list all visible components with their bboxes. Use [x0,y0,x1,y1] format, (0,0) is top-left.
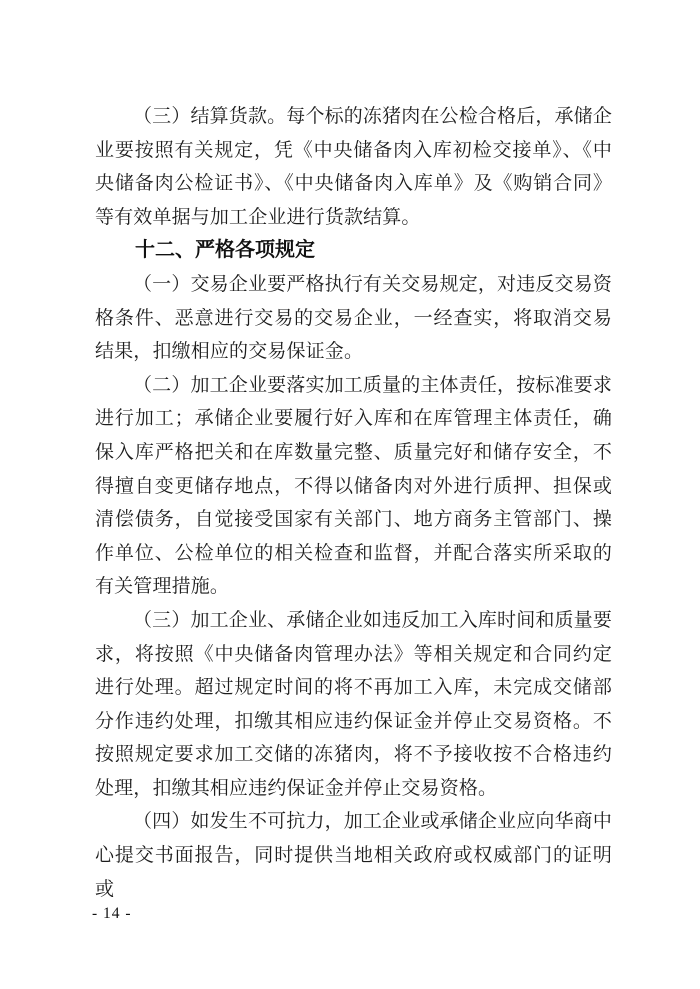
page-number: - 14 - [92,905,132,922]
paragraph-rule-3: （三）加工企业、承储企业如违反加工入库时间和质量要求，将按照《中央储备肉管理办法》等相关规定和合同约定进行处理。超过规定时间的将不再加工入库，未完成交储部分作违约处理，扣缴其相应违约保证金并停止交易资格。不按照规定要求加工交储的冻猪肉，将不予接收按不合格违约处理，扣缴其相应违约保证金并停止交易资格。 [95,609,612,799]
paragraph-rule-4: （四）如发生不可抗力，加工企业或承储企业应向华商中心提交书面报告，同时提供当地相关政府或权威部门的证明或 [95,811,612,900]
paragraph-settlement: （三）结算货款。每个标的冻猪肉在公检合格后，承储企业要按照有关规定，凭《中央储备肉入库初检交接单》、《中央储备肉公检证书》、《中央储备肉入库单》及《购销合同》等有效单据与加工企业进行货款结算。 [95,106,612,228]
paragraph-rule-1: （一）交易企业要严格执行有关交易规定，对违反交易资格条件、恶意进行交易的交易企业，一经查实，将取消交易结果，扣缴相应的交易保证金。 [95,273,612,363]
document-body [95,100,612,906]
paragraph-rule-2: （二）加工企业要落实加工质量的主体责任，按标准要求进行加工；承储企业要履行好入库和在库管理主体责任，确保入库严格把关和在库数量完整、质量完好和储存安全，不得擅自变更储存地点，不得以储备肉对外进行质押、担保或清偿债务，自觉接受国家有关部门、地方商务主管部门、操作单位、公检单位的相关检查和监督，并配合落实所采取的有关管理措施。 [95,374,612,598]
section-heading-12: 十二、严格各项规定 [135,239,315,262]
